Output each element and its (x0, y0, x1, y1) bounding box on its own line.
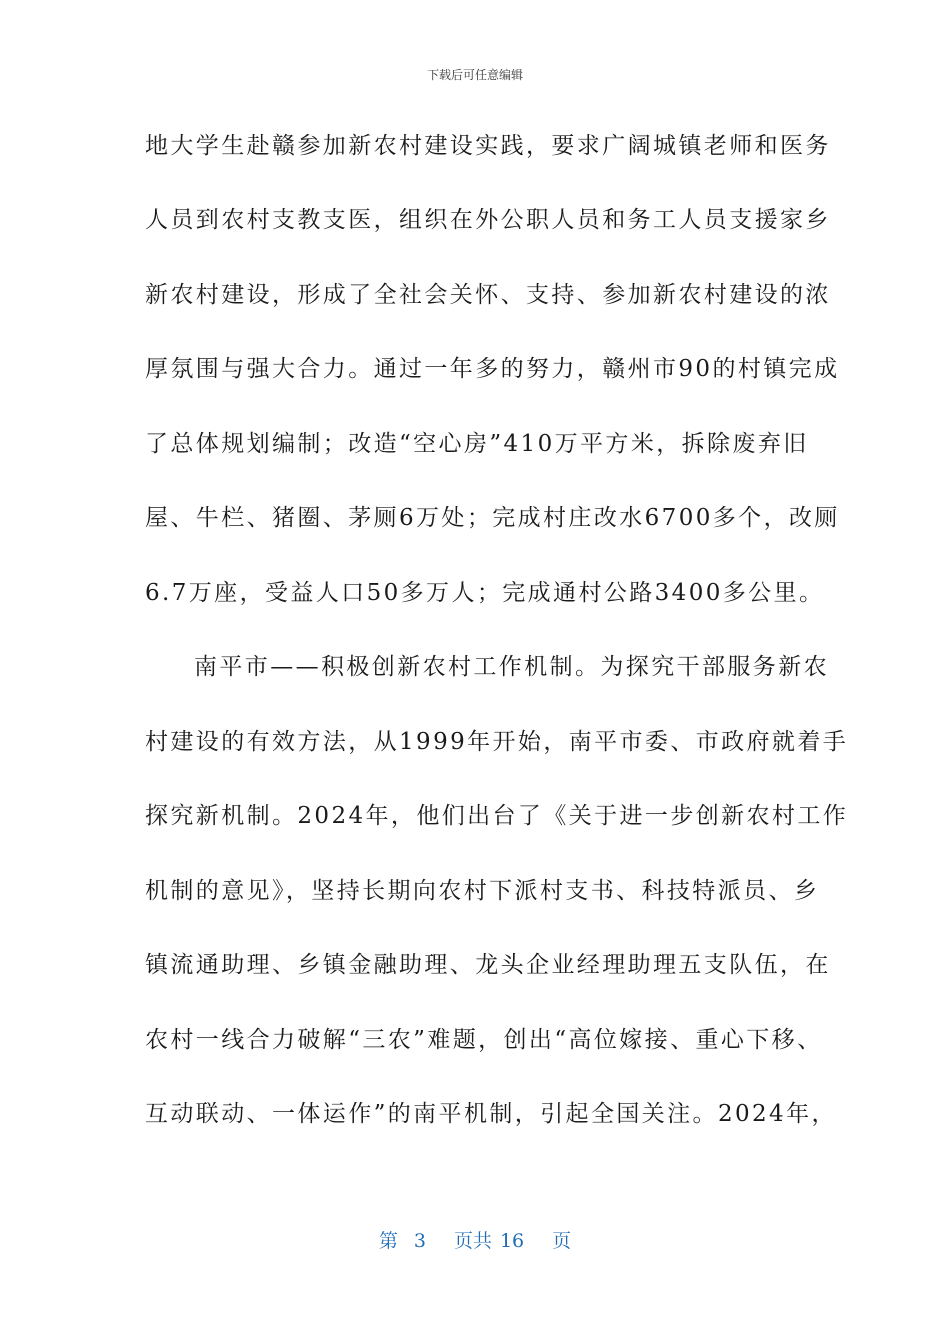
body-line-8: 南平市——积极创新农村工作机制。为探究干部服务新农 (194, 654, 829, 680)
body-line-4: 厚氛围与强大合力。通过一年多的努力，赣州市90的村镇完成 (145, 356, 840, 382)
current-page-number: 3 (413, 1230, 426, 1252)
page-footer (0, 1226, 950, 1253)
total-page-number: 16 (499, 1230, 525, 1252)
body-line-6: 屋、牛栏、猪圈、茅厕6万处；完成村庄改水6700多个，改厕 (145, 505, 840, 531)
footer-prefix: 第 (378, 1230, 398, 1252)
download-note: 下载后可任意编辑 (426, 68, 523, 82)
body-line-7: 6.7万座，受益人口50多万人；完成通村公路3400多公里。 (145, 580, 825, 606)
body-line-5: 了总体规划编制；改造“空心房”410万平方米，拆除废弃旧 (145, 431, 809, 457)
body-line-3: 新农村建设，形成了全社会关怀、支持、参加新农村建设的浓 (145, 282, 831, 308)
body-line-1: 地大学生赴赣参加新农村建设实践，要求广阔城镇老师和医务 (145, 133, 831, 159)
body-line-2: 人员到农村支教支医，组织在外公职人员和务工人员支援家乡 (145, 207, 831, 233)
body-line-14: 互动联动、一体运作”的南平机制，引起全国关注。2024年， (145, 1101, 837, 1127)
body-line-12: 镇流通助理、乡镇金融助理、龙头企业经理助理五支队伍，在 (145, 952, 831, 978)
body-line-11: 机制的意见》，坚持长期向农村下派村支书、科技特派员、乡 (145, 878, 820, 904)
footer-suffix: 页 (552, 1230, 572, 1252)
body-line-10: 探究新机制。2024年，他们出台了《关于进一步创新农村工作 (145, 803, 849, 829)
body-line-13: 农村一线合力破解“三农”难题，创出“高位嫁接、重心下移、 (145, 1027, 823, 1053)
footer-middle: 页共 (453, 1230, 492, 1252)
body-line-9: 村建设的有效方法，从1999年开始，南平市委、市政府就着手 (145, 729, 849, 755)
